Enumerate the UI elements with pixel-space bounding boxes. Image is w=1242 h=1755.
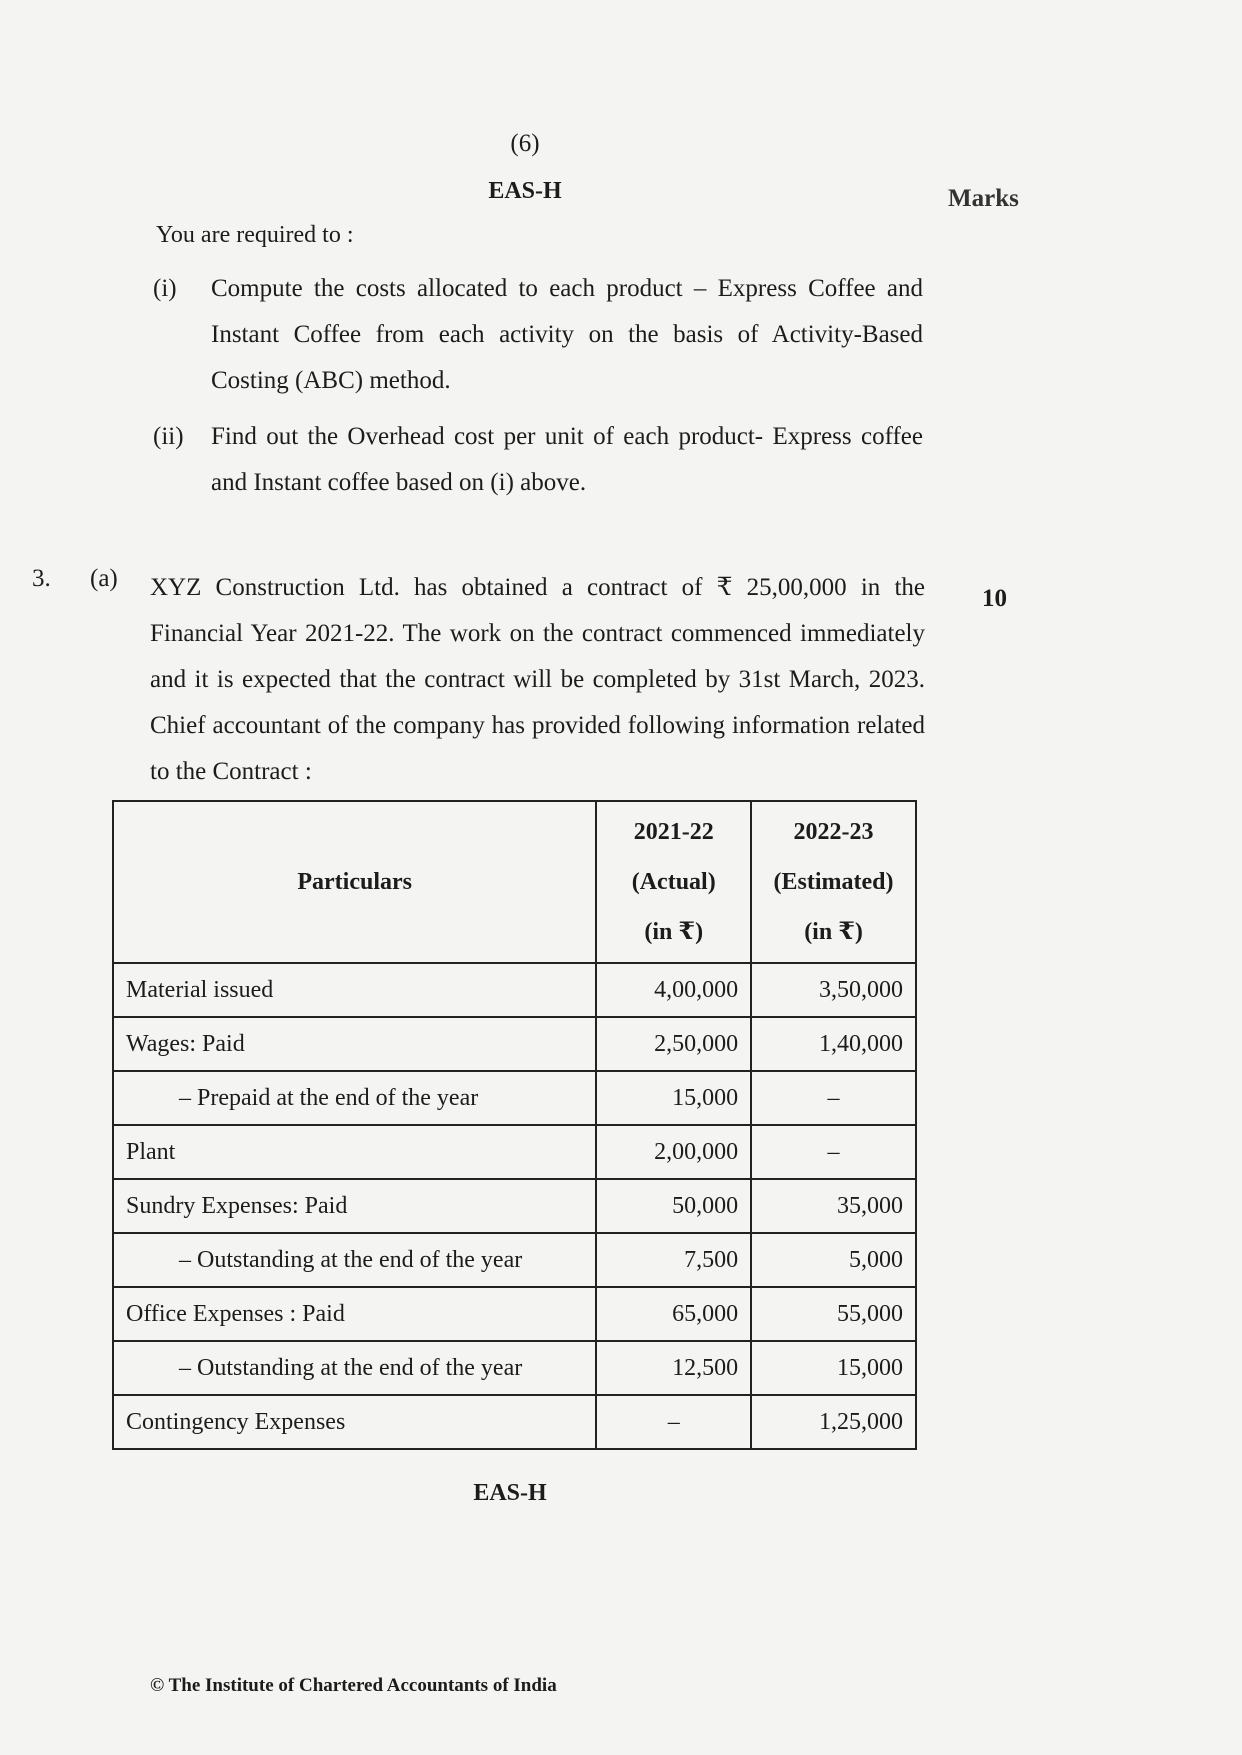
actual-value: 12,500 <box>596 1341 751 1395</box>
estimated-value: – <box>751 1125 916 1179</box>
requirement-item-1 <box>153 266 933 406</box>
row-label: – Prepaid at the end of the year <box>113 1071 596 1125</box>
actual-value: 15,000 <box>596 1071 751 1125</box>
requirement-item-2 <box>153 414 933 510</box>
estimated-value: 3,50,000 <box>751 963 916 1017</box>
table-row <box>113 1179 916 1233</box>
estimated-value: 1,40,000 <box>751 1017 916 1071</box>
requirement-text: Find out the Overhead cost per unit of each product- Express coffee and Instant coffee based on (i) above. <box>211 423 923 496</box>
paper-code-header: EAS-H <box>488 178 562 204</box>
actual-value: 2,00,000 <box>596 1125 751 1179</box>
actual-value: – <box>596 1395 751 1449</box>
row-label: – Outstanding at the end of the year <box>113 1341 596 1395</box>
table-row <box>113 1287 916 1341</box>
estimated-column-header <box>751 801 916 963</box>
intro-text: You are required to : <box>156 222 354 248</box>
row-label: Contingency Expenses <box>113 1395 596 1449</box>
question-marks: 10 <box>982 585 1007 612</box>
table-row <box>113 1071 916 1125</box>
actual-value: 65,000 <box>596 1287 751 1341</box>
requirement-number: (ii) <box>153 423 184 450</box>
actual-column-header <box>596 801 751 963</box>
table-header-row <box>113 801 916 963</box>
table-row <box>113 1017 916 1071</box>
row-label: – Outstanding at the end of the year <box>113 1233 596 1287</box>
requirement-number: (i) <box>153 275 177 302</box>
table-row <box>113 1395 916 1449</box>
question-sub-part: (a) <box>90 565 118 592</box>
actual-value: 2,50,000 <box>596 1017 751 1071</box>
paper-code-footer: EAS-H <box>473 1480 547 1506</box>
requirement-text: Compute the costs allocated to each product – Express Coffee and Instant Coffee from each activity on the basis of Activity-Based Costing (ABC) method. <box>211 275 923 394</box>
actual-value: 50,000 <box>596 1179 751 1233</box>
estimated-value: 1,25,000 <box>751 1395 916 1449</box>
estimated-value: 15,000 <box>751 1341 916 1395</box>
actual-value: 7,500 <box>596 1233 751 1287</box>
table-row <box>113 1125 916 1179</box>
table-row <box>113 1233 916 1287</box>
page-number: (6) <box>510 130 540 157</box>
table-row <box>113 963 916 1017</box>
row-label: Office Expenses : Paid <box>113 1287 596 1341</box>
actual-type: (Actual) <box>631 869 716 895</box>
estimated-value: 5,000 <box>751 1233 916 1287</box>
row-label: Sundry Expenses: Paid <box>113 1179 596 1233</box>
actual-year: 2021-22 <box>633 819 714 845</box>
contract-cost-table <box>112 800 917 1450</box>
table-row <box>113 1341 916 1395</box>
row-label: Material issued <box>113 963 596 1017</box>
actual-unit: (in ₹) <box>644 919 704 945</box>
marks-column-heading: Marks <box>948 185 1019 212</box>
estimated-year: 2022-23 <box>793 819 874 845</box>
copyright-notice: © The Institute of Chartered Accountants of India <box>150 1675 557 1696</box>
estimated-unit: (in ₹) <box>804 919 863 945</box>
estimated-type: (Estimated) <box>773 869 894 895</box>
estimated-value: 55,000 <box>751 1287 916 1341</box>
row-label: Wages: Paid <box>113 1017 596 1071</box>
particulars-header: Particulars <box>113 801 596 963</box>
actual-value: 4,00,000 <box>596 963 751 1017</box>
estimated-value: – <box>751 1071 916 1125</box>
estimated-value: 35,000 <box>751 1179 916 1233</box>
row-label: Plant <box>113 1125 596 1179</box>
question-text: XYZ Construction Ltd. has obtained a contract of ₹ 25,00,000 in the Financial Year 2021-22. The work on the contract commenced immediately and it is expected that the contract will be completed by 31st March, 2023. Chief accountant of the company has provided following information related to the Contract : <box>150 574 925 785</box>
question-number: 3. <box>32 565 51 592</box>
